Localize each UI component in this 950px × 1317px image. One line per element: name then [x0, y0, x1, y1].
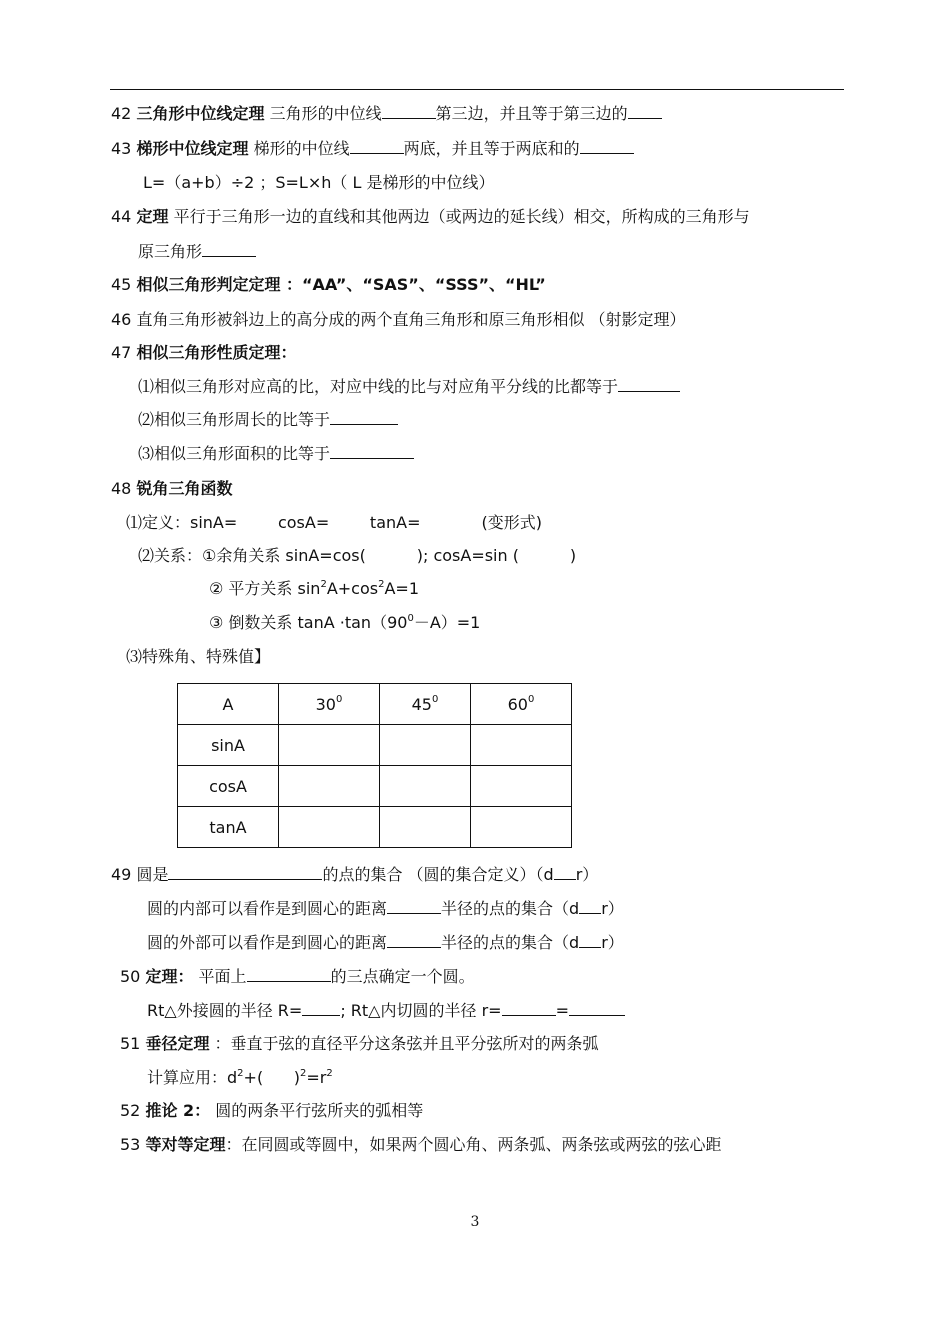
answer-blank[interactable]	[302, 1001, 340, 1016]
answer-blank[interactable]	[579, 933, 601, 948]
circle-interior: 圆的内部可以看作是到圆心的距离 半径的点的集合（d r）	[147, 899, 624, 918]
answer-blank[interactable]	[387, 899, 441, 914]
trig-definition: ⑴定义：sinA= cosA= tanA= (变形式)	[126, 513, 543, 532]
item-51: 51 垂径定理 ：垂直于弦的直径平分这条弦并且平分弦所对的两条弧	[120, 1034, 599, 1053]
item-42: 42 三角形中位线定理 三角形的中位线 第三边，并且等于第三边的	[111, 103, 662, 125]
row-label: sinA	[178, 725, 279, 766]
item-43: 43 梯形中位线定理 梯形的中位线 两底，并且等于两底和的	[111, 138, 634, 160]
table-header-cell: $30^0$	[279, 684, 380, 725]
item-53: 53 等对等定理：在同圆或等圆中，如果两个圆心角、两条弧、两条弦或两弦的弦心距	[120, 1135, 722, 1154]
circle-exterior: 圆的外部可以看作是到圆心的距离 半径的点的集合（d r）	[147, 933, 624, 952]
answer-blank[interactable]	[202, 242, 256, 257]
table-cell[interactable]	[279, 807, 380, 848]
row-label: tanA	[178, 807, 279, 848]
page-number: 3	[470, 1214, 480, 1230]
chord-calc: 计算应用：$d^2+$( )$^2=r^2$	[147, 1067, 333, 1087]
complement-relation: ⑵关系：①余角关系 sinA=cos( ); cosA=sin ( )	[138, 546, 577, 565]
table-header-cell: $45^0$	[380, 684, 471, 725]
item-52: 52 推论 2： 圆的两条平行弦所夹的弧相等	[120, 1101, 424, 1120]
table-cell[interactable]	[471, 807, 572, 848]
item-50: 50 定理： 平面上 的三点确定一个圆。	[120, 967, 475, 986]
item-47-1: ⑴相似三角形对应高的比，对应中线的比与对应角平分线的比都等于	[138, 376, 680, 398]
answer-blank[interactable]	[554, 865, 576, 880]
special-angle-table	[177, 683, 572, 848]
special-values-heading: ⑶特殊角、特殊值】	[126, 647, 271, 666]
row-label: cosA	[178, 766, 279, 807]
item-49: 49 圆是 的点的集合 （圆的集合定义）（d r）	[111, 865, 599, 884]
answer-blank[interactable]	[502, 1001, 556, 1016]
header-rule	[110, 89, 844, 90]
table-header-row	[178, 684, 572, 725]
item-48: 48 锐角三角函数	[111, 479, 233, 498]
answer-blank[interactable]	[330, 410, 398, 425]
answer-blank[interactable]	[628, 104, 662, 119]
answer-blank[interactable]	[580, 139, 634, 154]
answer-blank[interactable]	[382, 104, 436, 119]
trapezoid-formula: L=（a+b）÷2 ；S=L×h（ L 是梯形的中位线）	[143, 173, 495, 192]
right-triangle-radii: Rt△外接圆的半径 R= ; Rt△内切圆的半径 r= =	[147, 1000, 625, 1022]
table-header-cell: A	[178, 684, 279, 725]
answer-blank[interactable]	[618, 377, 680, 392]
item-47-2: ⑵相似三角形周长的比等于	[138, 409, 398, 431]
item-44: 44 定理 平行于三角形一边的直线和其他两边（或两边的延长线）相交，所构成的三角形与	[111, 207, 750, 226]
answer-blank[interactable]	[569, 1001, 625, 1016]
table-cell[interactable]	[380, 807, 471, 848]
answer-blank[interactable]	[387, 933, 441, 948]
answer-blank[interactable]	[247, 967, 331, 982]
table-cell[interactable]	[279, 766, 380, 807]
table-cell[interactable]	[471, 766, 572, 807]
item-45: 45 相似三角形判定定理 ：“AA”、“SAS”、“SSS”、“HL”	[111, 275, 546, 294]
answer-blank[interactable]	[579, 899, 601, 914]
item-47: 47 相似三角形性质定理：	[111, 343, 297, 362]
answer-blank[interactable]	[330, 444, 414, 459]
square-relation: ② 平方关系 $\sin^2A+\cos^2A=1$	[209, 578, 420, 598]
item-47-3: ⑶相似三角形面积的比等于	[138, 443, 414, 465]
item-44-cont: 原三角形	[138, 241, 256, 263]
table-row	[178, 725, 572, 766]
table-header-cell: $60^0$	[471, 684, 572, 725]
answer-blank[interactable]	[350, 139, 404, 154]
table-row	[178, 766, 572, 807]
table-cell[interactable]	[380, 766, 471, 807]
table-cell[interactable]	[471, 725, 572, 766]
table-cell[interactable]	[279, 725, 380, 766]
reciprocal-relation: ③ 倒数关系 $\tan A \cdot\tan(90^0-A)=1$	[209, 612, 481, 632]
table-row	[178, 807, 572, 848]
item-46: 46 直角三角形被斜边上的高分成的两个直角三角形和原三角形相似 （射影定理）	[111, 310, 686, 329]
table-cell[interactable]	[380, 725, 471, 766]
answer-blank[interactable]	[168, 865, 322, 880]
